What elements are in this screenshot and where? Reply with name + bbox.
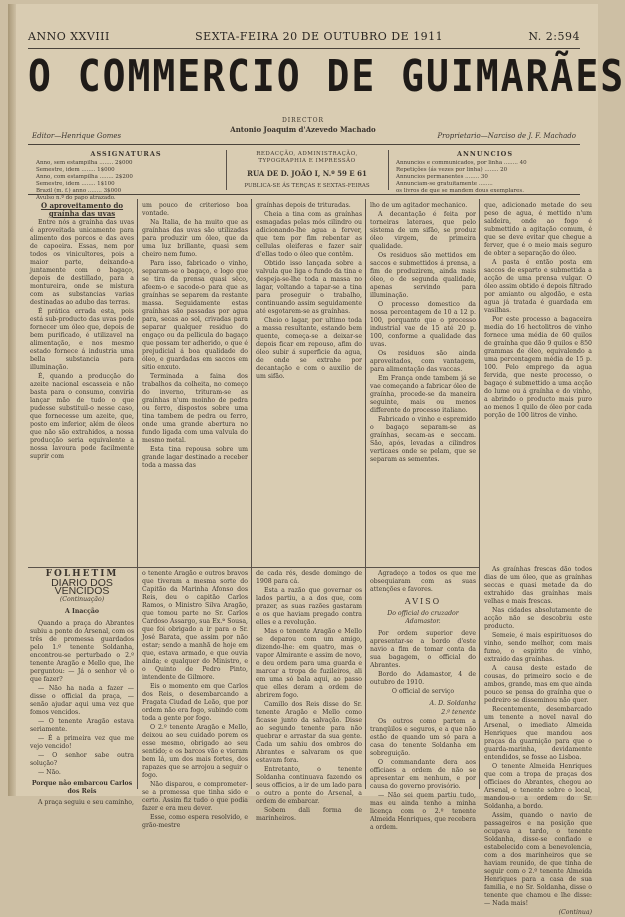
folhetim-paragraph: — O senhor sabe outra solução? — [30, 752, 134, 767]
article-paragraph: Esta tina repousa sobre um grande lagar destinado a receber toda a massa das — [142, 446, 248, 469]
article-paragraph: Os residuos são ainda aproveitados, com vantagem, para alimentação das vaccas. — [370, 350, 476, 373]
editor-line: Editor—Henrique Gomes — [32, 132, 122, 140]
article-paragraph: Os residuos são mettidos em saccos e submettidos á prensa, a fim de produzirem, ainda mais óleo, o de segunda qualidade, apenas servindo para illuminação. — [370, 252, 476, 299]
volume-number: ANNO XXVIII — [28, 30, 110, 43]
folhetim-paragraph: — Não ha nada a fazer — disse o official da praça, — senão ajudar aqui uma vez que fomos vencidos. — [30, 685, 134, 716]
article-paragraph: O tenente Almeida Henriques que com a tropa de praças dos officiaes do Abrantes, chegou ao Arsenal, e tenente sobre o local, mandou-o a ordem do Sr. Soldanha, a bordo. — [484, 763, 592, 810]
folhetim-paragraph: Os outros como partem a tranqüilos e seguros, e a que não estão de quando um só para a casa do tenente Soldanha em sobreguição. — [370, 718, 476, 757]
folhetim-paragraph: Entretanto, o tenente Soldanha continuava fazendo os seus officios, a ir de um lado para o outro a ponte do Arsenal, a ordem de embarcar. — [256, 766, 362, 805]
article-heading: O aproveitamento do graínha das uvas — [40, 201, 124, 218]
folhetim-rule — [28, 567, 479, 568]
folhetim-subheading: Porque não embarcou Carlos dos Reis — [31, 780, 133, 795]
subscription-line: Avulso n.º do papo atrazado. — [36, 195, 116, 201]
folhetim-paragraph: Esse, como espera resolvido, e grão-mestre — [142, 814, 248, 829]
continua-note: (Continua) — [558, 909, 592, 916]
folhetim-paragraph: O 2.º tenente Aragão e Mello, deixou ao seu cuidado porem os esse mesmo, obrigado ao seu sentido; e os barcos vão e vieram bem lá, um dos mais fortes, dos rapazes que se arrojou a seguir o fogo. — [142, 724, 248, 779]
issue-number: N. 2:594 — [528, 30, 580, 43]
folhetim-column-3 — [256, 570, 362, 822]
masthead-top-rule — [28, 144, 580, 145]
masthead-bottom-rule — [28, 194, 580, 195]
article-paragraph: A pasta é então posta em saccos de esparto e submettida a acção de uma prensa vulgar. O óleo assim obtido é depois filtrado por amianto ou algodão, e esta agua já tratada é guardada em vasilhas. — [484, 259, 592, 314]
dateline — [28, 30, 580, 43]
article-paragraph: graínhas depois de trituradas. — [256, 202, 351, 209]
aviso-paragraph: Do official do cruzador Adamastor. — [387, 610, 459, 625]
subscription-line: Semestre, idem ........ 1$000 — [36, 167, 115, 173]
folhetim-paragraph: Agradeço a todos os que me obsequiaram com as suas attenções e favores. — [370, 570, 476, 593]
folhetim-paragraph: — É a primeira vez que me vejo vencido! — [30, 735, 134, 750]
ads-box — [396, 150, 574, 194]
masthead-divider — [226, 150, 227, 190]
office-title: REDACÇÃO, ADMINISTRAÇÃO, TYPOGRAPHIA E IMPRESSÃO — [256, 151, 358, 164]
folhetim-title: FOLHETIM — [45, 569, 119, 579]
ad-rate-line: Repetições (ás vezes por linha) ........ 20 — [396, 167, 508, 173]
folhetim-paragraph: Esta a razão que governar os lados partiu, a a dos que, com prazer, as suas razões gastaram e os que haviam pregado contra elles e a revolução. — [256, 587, 362, 626]
article-paragraph: Entre nós a graínha das uvas é aproveitada unicamente para alimento dos porcos e das aves de capoeira. Essas, nem por todos os vinicultores, pois a maior parte, deixando-a juntamente com o bagaço, depois de destillado, para a montureira, onde se mistura com as substancias varias destinadas ao adubo das terras. — [30, 219, 134, 306]
article-column-3 — [256, 202, 362, 564]
subscriptions-box — [36, 150, 216, 201]
folhetim-paragraph: Quando a praça do Abrantes subiu a ponte do Arsenal, com os três de promessa guardados pelo 1.º tenente Soldanha, encontrou-se perturbado o 2.º tenente Aragão e Mello que, lhe perguntou: — Já o senhor vê o que fazer? — [30, 620, 134, 683]
article-paragraph: Na Italia, de ha muito que as graínhas das uvas são utilizadas para produzir um óleo, que da uma luz brillante, quasi sem cheiro nem fumo. — [142, 219, 248, 258]
article-paragraph: A decantação é feita por torneiras lateraes, que pelo sistema de um sifão, se produz óleo virgem, de primeira qualidade. — [370, 211, 476, 250]
article-paragraph: Cheia a tina com as graínhas esmagadas pelas mós cilindro ou adicionando-lhe agua a ferver, que tem por fim rebentar as cellulas oleiferas e fazer sair d'ellas todo o óleo que contêm. — [256, 211, 362, 258]
folhetim-paragraph: — O tenente Aragão estava seriamente. — [30, 718, 134, 733]
article-paragraph: A causa deste estado de cousas, do primeiro socio e de ambos, grande, mas em que ainda pouco se pensa do graínha que o pedreiro se disseminou não quer. — [484, 665, 592, 704]
office-address: RUA DE D. JOÃO I, N.º 59 E 61 — [247, 169, 367, 178]
column-rule — [479, 199, 480, 789]
ad-rate-line: Annunciam-se gratuitamente ........ — [396, 181, 493, 187]
director-label: DIRECTOR — [281, 117, 325, 124]
newspaper-title: O COMMERCIO DE GUIMARÃES — [28, 50, 625, 102]
aviso-signature-title: O official de serviço — [391, 688, 455, 695]
article-paragraph: Em França onde tambem já se vae começando a fabricar óleo de graínha, procede-se da maneira seguinte, mais ou menos differente do processo italiano. — [370, 375, 476, 414]
director-name: Antonio Joaquim d'Azevedo Machado — [230, 125, 376, 134]
subscription-line: Brazil (m. f.) anno ........ 3$000 — [36, 188, 122, 194]
ads-title: ANNUNCIOS — [456, 150, 514, 158]
article-paragraph: Terminada a faina dos trabalhos da colheita, no começo do inverno, trituram-se as graínhas n'um moinho de pedra ou ferro, dispostos sobre uma tina tambem de pedra ou ferro, onde uma grande abertura no fundo ligada com uma valvula do mesmo metal. — [142, 373, 248, 444]
aviso-paragraph: Bordo do Adamastor, 4 de outubro de 1910. — [370, 671, 476, 686]
article-paragraph: Por este processo a bagaceira media do 16 hectolitros de vinho fornece uma média de 60 quilos de graínha que dão 9 quilos e 850 grammas de óleo, equivalendo a uma percentagem média de 15 p. 100. Pelo emprego da agua fervida, que neste processo, o bagaço é submettido a uma acção do lume ou á graínha e do vinho, a abrindo o producto mais puro ao menos 1 quilo de óleo por cada porção de 100 litros de vinho. — [484, 316, 592, 419]
article-paragraph: Nas cidades absolutamente de acção não se descobriu este producto. — [484, 607, 592, 630]
folhetim-paragraph: O commandante dera aos officiaes a ordem de não se apresentar em nenhum, e por causa do governo provisório. — [370, 759, 476, 790]
page-fold-shadow — [8, 4, 16, 796]
aviso-title: AVISO — [404, 597, 442, 606]
folhetim-column-1 — [30, 569, 134, 806]
masthead-divider — [388, 150, 389, 190]
issue-date: SEXTA-FEIRA 20 DE OUTUBRO DE 1911 — [195, 30, 444, 43]
article-paragraph: que, adicionado metade do seu peso de agua, é mettido n'um saldeira, onde ao fogo é submettido a agitação comum, é que se deve evitar que chegue a ferver, que é o meio mais seguro de obter a separação do óleo. — [484, 202, 592, 257]
article-column-5 — [484, 202, 592, 564]
header-rule — [28, 48, 580, 49]
article-paragraph: Semeie, é mais espirituosos do vinho, sendo melhor, com mais fumo, o espirito de vinho, extraido das graínhas. — [484, 632, 592, 663]
article-paragraph: lho de um agitador mechanico. — [370, 202, 468, 209]
publication-schedule: PUBLICA-SE ÁS TERÇAS E SEXTAS-FEIRAS — [244, 183, 370, 189]
article-paragraph: Fabricado o vinho e espremido o bagaço separam-se as graínhas, secam-as e seccam. São, após, levadas a cilindros verticaes onde se pelam, que se separam as sementes. — [370, 416, 476, 463]
article-paragraph: Obtido isso lançada sobre a valvula que liga o fundo da tina e despeja-se-lhe toda a massa no lagar, voltando a tapar-se a tina para proseguir o trabalho, continuando assim seguidamente até esgotarem-se as graínhas. — [256, 260, 362, 315]
owner-line: Proprietario—Narciso de J. F. Machado — [437, 132, 576, 140]
subscription-line: Anno, com estampilha ........ 2$200 — [36, 174, 133, 180]
subscription-line: Semestre, idem ........ 1$100 — [36, 181, 115, 187]
article-paragraph: É prática errada esta, pois está sub-producto das uvas pode fornecer um óleo que, depois de bem purificado, é utilizavel na alimentação, e nos mesmo estado fornece á industria uma bella substancia para illuminação. — [30, 308, 134, 371]
aviso-paragraph: Por ordem superior deve apresentar-se a bordo d'este navio a fim de tomar conta da sua bagagem, o official do Abrantes. — [370, 630, 476, 669]
article-column-2 — [142, 202, 248, 564]
folhetim-note: (Continuação) — [59, 596, 105, 603]
folhetim-paragraph: o tenente Aragão e outros bravos que tiveram a mesma sorte do Capitão da Marinha Afonso dos Reis, deu o capitão Carlos Ramos, o Ministro Silva Aragão, que tomou parte no Sr. Carlos Cardoso Assargo, sua Ex.ª Sousa, que foi obrigado a ir para o Sr. José Barata, que assim por não estar; sendo a manhã de hoje em que, estava armado, e que ouvia ainda; e qualquer do Ministro, e o Quinto de Pedro Pinto, intendente de Gilmore. — [142, 570, 248, 681]
folhetim-paragraph: Camillo dos Reis disse do Sr. tenente Aragão e Mello como ficasse junto da salvação. Disse ao segundo tenente para não quebrar e arrastar da sua gente. Cada um sahiu dos ombros do Abrantes e salvaram os que estavam fora. — [256, 701, 362, 764]
column-rule — [365, 199, 366, 789]
article-column-1 — [30, 202, 134, 564]
article-column-4 — [370, 202, 476, 564]
column-rule — [251, 199, 252, 789]
folhetim-part: A Inacção — [64, 608, 100, 615]
aviso-signature: A. D. Soldanha — [429, 700, 476, 707]
folhetim-paragraph: A praça seguiu e seu caminho, — [38, 799, 134, 806]
folhetim-paragraph: Eis o momento em que Carlos dos Reis, o desembarcando a Fragata Ciudad de Leão, que por ordem não era fogo, subindo com toda a gente por fogo. — [142, 683, 248, 722]
article-paragraph: Cheio o lagar, por ultimo toda a massa resultante, estando bem quente, começa-se a deixar-se depois ficar em repouso, afim do óleo subir á superficie da agua, de onde se extrahe por decantação e com o auxilio de um sifão. — [256, 317, 362, 380]
ad-rate-line: Annuncios e communicados, por linha ........ 40 — [396, 160, 527, 166]
office-box — [232, 151, 382, 191]
folhetim-paragraph: Sobem dali forma de marinheiros. — [256, 807, 362, 822]
folhetim-paragraph: de cada rés, desde domingo de 1908 para cá. — [256, 570, 362, 585]
folhetim-column-4 — [370, 570, 476, 831]
article-paragraph: É, quando a producção do azeite nacional escasseia e não basta para o consumo, conviria lançar mão de tudo o que pudesse substituil-o nesse caso, que fornecesse um azeite, que, posto em inferior, além de óleos que não são extrahidos, a nossa producção seria equivalente a nossa lavoura pode facilmente suprir com — [30, 373, 134, 460]
ad-rate-line: Annuncios permanentes ........ 30 — [396, 174, 488, 180]
subscription-line: Anno, sem estampilha ........ 2$000 — [36, 160, 133, 166]
folhetim-column-2 — [142, 570, 248, 829]
article-paragraph: Para isso, fabricado o vinho, separam-se o bagaço, e logo que se tira da prensa quasi sêco, afeem-o e sacode-o para que as graínhas se separem da restante massa. Seguidamente estas graínhas são passadas por agua para, secas ao sol, crivadas para separar qualquer residuo do engaço ou da pellicula do bagaço que possam ter adherido, o que é prejudicial á boa qualidade do óleo, e guardadas em saccos em sitio enxuto. — [142, 260, 248, 371]
aviso-signature-rank: 2.º tenente — [441, 709, 476, 716]
folhetim-paragraph: Não disparou, e comprometer-se a promessa que tinha sido e certo. Assim fiz tudo o que podia fazer e era meu dever. — [142, 781, 248, 812]
article-paragraph: um pouco de criterioso boa vontade. — [142, 202, 248, 217]
column-rule — [137, 199, 138, 789]
newspaper-page — [8, 4, 625, 916]
folhetim-subtitle: DIARIO DOS VENCIDOS — [51, 577, 113, 597]
folhetim-paragraph: — Não sei quem partiu tudo, mas eu ainda tenho a minha licença com o 2.º tenente Almeida Henriques, que recebera a ordem. — [370, 792, 476, 831]
article-paragraph: O processo domestico da nossa percentagem de 10 a 12 p. 100, porquanto que o processo industrial vae de 15 até 20 p. 100, conforme a qualidade das uvas. — [370, 301, 476, 348]
article-paragraph: Assim, quando o navio de passageiros e na posição que ocupava a tardo, o tenente Soldanha, disse-se confiado e estabelecido com a benevolencia, com a dos marinheiros que se haviam reunido, de que tinha de seguir com o 2.º tenente Almeida Henriques para a casa de sua familia, e no Sr. Soldanha, disse o tenente que chamou e lhe disse: — Nada mais! — [484, 812, 592, 907]
article-paragraph: As graínhas frescas dão todos dias de um óleo, que as graínhas seccas e quasi metade da do extrahido das graínhas mais velhas e mais frescas. — [484, 566, 592, 605]
ad-rate-line: os livros de que se mandem dous exemplares. — [396, 188, 524, 194]
folhetim-paragraph: Mas o tenente Aragão e Mello se deparou com um amigo, dizendo-lhe: em quatro, mas o vapor Almirante e assim de novo, e deu ordem para uma guarda e marcar a tropa de fuzileiros, ali em uma só bala aqui, ao passo que elles deram a ordem de abrirem fogo. — [256, 628, 362, 699]
article-paragraph: Recentemente, desembarcado um tenente a novel naval do Arsenal, o imediato Almeida Henriques que mandou aos praças da guarnição para que o guarda-marinha, devidamente entendidos, se fosse ao Lisboa. — [484, 706, 592, 761]
subscriptions-title: ASSIGNATURAS — [90, 150, 162, 158]
article-column-5-continued — [484, 566, 592, 916]
folhetim-paragraph: — Não. — [38, 769, 61, 776]
